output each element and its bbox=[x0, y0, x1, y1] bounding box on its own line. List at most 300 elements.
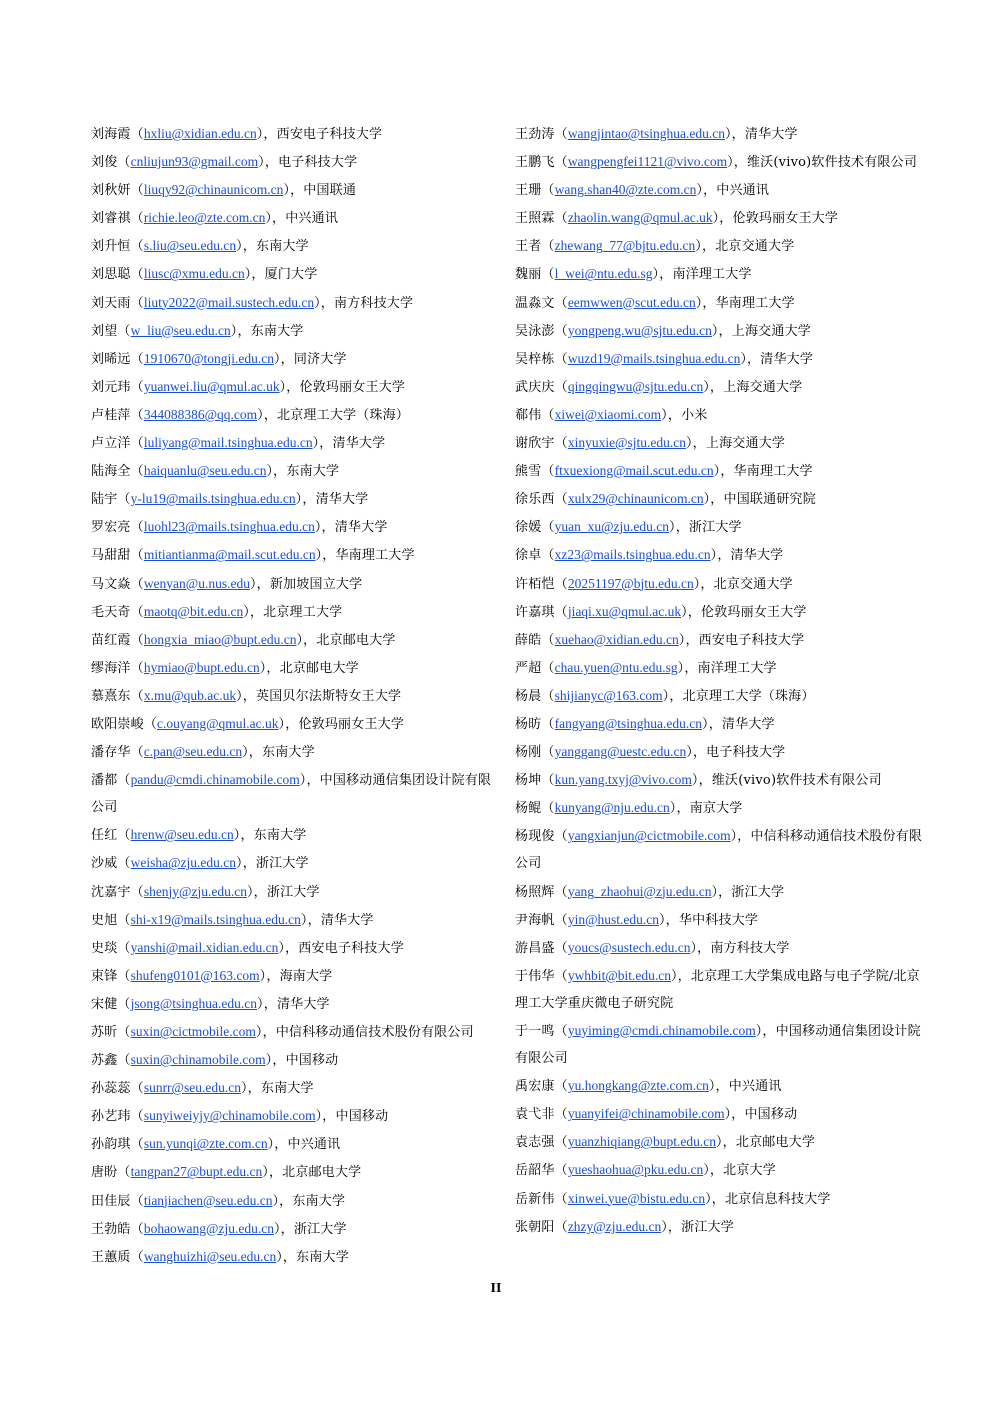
author-entry: 王珊（wang.shan40@zte.com.cn），中兴通讯 bbox=[515, 182, 770, 199]
author-entry: 杨鲲（kunyang@nju.edu.cn），南京大学 bbox=[515, 800, 743, 817]
author-entry: 魏丽（l_wei@ntu.edu.sg），南洋理工大学 bbox=[515, 266, 752, 283]
author-affiliation: 上海交通大学 bbox=[705, 436, 786, 452]
author-email-link[interactable]: ftxuexiong@mail.scut.edu.cn bbox=[554, 463, 714, 479]
author-email-link[interactable]: xulx29@chinaunicom.cn bbox=[567, 491, 704, 507]
author-name: 严超 bbox=[515, 660, 542, 676]
author-email-link[interactable]: yongpeng.wu@sjtu.edu.cn bbox=[567, 322, 712, 338]
author-entry: 王照霖（zhaolin.wang@qmul.ac.uk），伦敦玛丽女王大学 bbox=[515, 210, 839, 227]
author-name: 卢桂萍 bbox=[91, 407, 131, 423]
author-email-link[interactable]: ywhbit@bit.edu.cn bbox=[567, 967, 671, 983]
author-entry: 郗伟（xiwei@xiaomi.com），小米 bbox=[515, 406, 708, 423]
author-affiliation: 南洋理工大学 bbox=[697, 660, 777, 676]
author-affiliation: 东南大学 bbox=[250, 323, 304, 339]
author-affiliation: 浙江大学 bbox=[255, 856, 309, 872]
author-name: 吴泳澎 bbox=[515, 323, 555, 339]
author-entry: 卢桂萍（344088386@qq.com），北京理工大学（珠海） bbox=[91, 406, 410, 423]
author-name: 郗伟 bbox=[515, 407, 542, 423]
author-affiliation: 维沃(vivo)软件技术有限公司 bbox=[711, 773, 882, 789]
author-entry: 潘都（pandu@cmdi.chinamobile.com），中国移动通信集团设计院有限公司 bbox=[91, 772, 492, 816]
author-entry: 刘思聪（liusc@xmu.edu.cn），厦门大学 bbox=[91, 266, 318, 283]
author-email-link[interactable]: kun.yang.txyj@vivo.com bbox=[554, 772, 692, 788]
author-entry: 孙蕊蕊（sunrr@seu.edu.cn），东南大学 bbox=[91, 1080, 314, 1097]
author-affiliation: 伦敦玛丽女王大学 bbox=[701, 604, 807, 620]
author-entry: 刘俊（cnliujun93@gmail.com），电子科技大学 bbox=[91, 154, 358, 171]
author-email-link[interactable]: yuyiming@cmdi.chinamobile.com bbox=[567, 1023, 756, 1038]
author-name: 袁弋非 bbox=[515, 1107, 555, 1123]
author-name: 许栢恺 bbox=[515, 576, 555, 592]
author-email-link[interactable]: sunyiweiyjy@chinamobile.com bbox=[143, 1108, 316, 1124]
author-email-link[interactable]: yu.hongkang@zte.com.cn bbox=[567, 1078, 709, 1094]
author-entry: 束锋（shufeng0101@163.com），海南大学 bbox=[91, 967, 333, 984]
author-name: 徐媛 bbox=[515, 520, 542, 536]
author-affiliation: 西安电子科技大学 bbox=[276, 127, 383, 142]
author-email-link[interactable]: mitiantianma@mail.scut.edu.cn bbox=[143, 547, 316, 563]
author-affiliation: 中信科移动通信技术股份有限公司 bbox=[515, 829, 923, 872]
author-email-link[interactable]: y-lu19@mails.tsinghua.edu.cn bbox=[130, 491, 296, 507]
author-email-link[interactable]: jiaqi.xu@qmul.ac.uk bbox=[567, 603, 682, 619]
author-affiliation: 东南大学 bbox=[262, 745, 315, 761]
author-email-link[interactable]: 344088386@qq.com bbox=[143, 406, 258, 422]
author-affiliation: 电子科技大学 bbox=[706, 745, 786, 761]
author-email-link[interactable]: shi-x19@mails.tsinghua.edu.cn bbox=[130, 911, 301, 927]
author-email-link[interactable]: hxliu@xidian.edu.cn bbox=[143, 126, 257, 141]
author-entry: 于伟华（ywhbit@bit.edu.cn），北京理工大学集成电路与电子学院/北京理工大学重庆微电子研究院 bbox=[515, 967, 920, 1011]
author-name: 薛皓 bbox=[515, 632, 542, 648]
author-email-link[interactable]: sun.yunqi@zte.com.cn bbox=[143, 1136, 268, 1152]
author-email-link[interactable]: tangpan27@bupt.edu.cn bbox=[130, 1164, 263, 1180]
author-affiliation: 中国联通 bbox=[303, 183, 357, 199]
author-name: 岳新伟 bbox=[515, 1191, 555, 1207]
author-entry: 孙韵琪（sun.yunqi@zte.com.cn），中兴通讯 bbox=[91, 1136, 341, 1153]
author-affiliation: 中兴通讯 bbox=[716, 183, 770, 199]
author-affiliation: 新加坡国立大学 bbox=[269, 576, 363, 592]
author-email-link[interactable]: zhaolin.wang@qmul.ac.uk bbox=[567, 210, 713, 226]
author-entry: 王者（zhewang_77@bjtu.edu.cn），北京交通大学 bbox=[515, 238, 795, 255]
author-affiliation: 清华大学 bbox=[315, 492, 369, 508]
author-name: 苗红霞 bbox=[91, 632, 131, 648]
author-name: 于一鸣 bbox=[515, 1024, 555, 1039]
author-affiliation: 清华大学 bbox=[276, 996, 330, 1012]
author-entry: 岳新伟（xinwei.yue@bistu.edu.cn），北京信息科技大学 bbox=[515, 1190, 831, 1207]
author-entry: 唐盼（tangpan27@bupt.edu.cn），北京邮电大学 bbox=[91, 1164, 362, 1181]
author-email-link[interactable]: hongxia_miao@bupt.edu.cn bbox=[143, 631, 297, 647]
author-affiliation: 华南理工大学 bbox=[733, 464, 813, 480]
author-email-link[interactable]: yuanyifei@chinamobile.com bbox=[567, 1106, 725, 1122]
author-name: 王珊 bbox=[515, 183, 542, 199]
author-affiliation: 北京邮电大学 bbox=[279, 660, 359, 676]
author-name: 田佳辰 bbox=[91, 1193, 131, 1209]
page-number: II bbox=[490, 1281, 502, 1296]
author-entry: 苏鑫（suxin@chinamobile.com），中国移动 bbox=[91, 1052, 339, 1069]
author-email-link[interactable]: hymiao@bupt.edu.cn bbox=[143, 659, 260, 675]
author-name: 陆宇 bbox=[91, 492, 118, 508]
author-email-link[interactable]: cnliujun93@gmail.com bbox=[130, 154, 259, 170]
author-affiliation: 东南大学 bbox=[286, 464, 340, 480]
author-email-link[interactable]: yueshaohua@pku.edu.cn bbox=[567, 1162, 704, 1178]
author-name: 王劲涛 bbox=[515, 127, 555, 142]
author-name: 苏昕 bbox=[91, 1025, 118, 1040]
author-entry: 王蕙质（wanghuizhi@seu.edu.cn），东南大学 bbox=[91, 1248, 349, 1265]
author-name: 唐盼 bbox=[91, 1165, 118, 1181]
author-affiliation: 南方科技大学 bbox=[334, 295, 414, 311]
author-email-link[interactable]: liuty2022@mail.sustech.edu.cn bbox=[143, 294, 315, 310]
author-email-link[interactable]: yanggang@uestc.edu.cn bbox=[554, 744, 687, 760]
author-name: 徐乐西 bbox=[515, 492, 555, 508]
author-affiliation: 清华大学 bbox=[334, 520, 388, 536]
author-affiliation: 清华大学 bbox=[760, 351, 814, 367]
author-entry: 王鹏飞（wangpengfei1121@vivo.com），维沃(vivo)软件技术有限公司 bbox=[515, 154, 918, 171]
author-name: 王鹏飞 bbox=[515, 155, 555, 171]
author-entry: 史琰（yanshi@mail.xidian.edu.cn），西安电子科技大学 bbox=[91, 939, 404, 956]
author-affiliation: 清华大学 bbox=[744, 127, 798, 142]
author-name: 魏丽 bbox=[515, 267, 542, 283]
author-affiliation: 南京大学 bbox=[689, 801, 743, 817]
author-email-link[interactable]: 20251197@bjtu.edu.cn bbox=[567, 575, 694, 591]
author-email-link[interactable]: luohl23@mails.tsinghua.edu.cn bbox=[143, 519, 315, 535]
author-name: 刘晞远 bbox=[91, 351, 131, 367]
author-entry: 潘存华（c.pan@seu.edu.cn），东南大学 bbox=[91, 744, 315, 761]
author-name: 杨晨 bbox=[515, 688, 542, 704]
author-affiliation: 东南大学 bbox=[296, 1249, 349, 1265]
author-affiliation: 中国移动 bbox=[744, 1107, 798, 1123]
author-affiliation: 中兴通讯 bbox=[285, 211, 339, 227]
author-email-link[interactable]: tianjiachen@seu.edu.cn bbox=[143, 1192, 273, 1208]
author-affiliation: 伦敦玛丽女王大学 bbox=[732, 211, 839, 227]
author-email-link[interactable]: shufeng0101@163.com bbox=[130, 967, 260, 983]
author-email-link[interactable]: yuanzhiqiang@bupt.edu.cn bbox=[567, 1134, 716, 1150]
author-name: 杨鲲 bbox=[515, 801, 542, 817]
author-affiliation: 英国贝尔法斯特女王大学 bbox=[256, 688, 402, 704]
author-name: 毛天奇 bbox=[91, 604, 131, 620]
author-entry: 杨现俊（yangxianjun@cictmobile.com），中信科移动通信技术股份有限公司 bbox=[515, 828, 923, 872]
author-affiliation: 北京交通大学 bbox=[713, 576, 793, 592]
author-entry: 刘望（w_liu@seu.edu.cn），东南大学 bbox=[91, 322, 304, 339]
author-entry: 袁弋非（yuanyifei@chinamobile.com），中国移动 bbox=[515, 1106, 798, 1123]
author-affiliation: 北京理工大学集成电路与电子学院/北京理工大学重庆微电子研究院 bbox=[515, 968, 920, 1011]
author-entry: 于一鸣（yuyiming@cmdi.chinamobile.com），中国移动通信集团设计院有限公司 bbox=[515, 1023, 921, 1067]
author-email-link[interactable]: liuqy92@chinaunicom.cn bbox=[143, 182, 284, 198]
author-entry: 岳韶华（yueshaohua@pku.edu.cn），北京大学 bbox=[515, 1162, 776, 1179]
author-name: 禹宏康 bbox=[515, 1079, 555, 1095]
author-affiliation: 东南大学 bbox=[260, 1081, 314, 1097]
author-email-link[interactable]: qingqingwu@sjtu.edu.cn bbox=[567, 378, 704, 394]
author-name: 武庆庆 bbox=[515, 379, 555, 395]
author-email-link[interactable]: x.mu@qub.ac.uk bbox=[143, 687, 237, 703]
author-email-link[interactable]: wenyan@u.nus.edu bbox=[143, 575, 250, 591]
author-name: 温淼文 bbox=[515, 295, 555, 311]
author-affiliation: 厦门大学 bbox=[264, 267, 318, 283]
author-name: 潘都 bbox=[91, 773, 118, 789]
author-entry: 刘升恒（s.liu@seu.edu.cn），东南大学 bbox=[91, 238, 309, 255]
author-name: 杨坤 bbox=[515, 773, 542, 789]
author-affiliation: 北京理工大学（珠海） bbox=[682, 688, 815, 704]
author-email-link[interactable]: sunrr@seu.edu.cn bbox=[143, 1080, 241, 1096]
author-entry: 吴泳澎（yongpeng.wu@sjtu.edu.cn），上海交通大学 bbox=[515, 322, 811, 339]
author-name: 慕熹东 bbox=[91, 688, 131, 704]
author-email-link[interactable]: yuan_xu@zju.edu.cn bbox=[554, 519, 670, 535]
author-name: 孙蕊蕊 bbox=[91, 1081, 131, 1097]
author-email-link[interactable]: yanshi@mail.xidian.edu.cn bbox=[130, 939, 279, 955]
author-name: 缪海洋 bbox=[91, 660, 131, 676]
author-name: 孙韵琪 bbox=[91, 1137, 131, 1153]
author-entry: 毛天奇（maotq@bit.edu.cn），北京理工大学 bbox=[91, 603, 343, 620]
author-email-link[interactable]: maotq@bit.edu.cn bbox=[143, 603, 244, 619]
author-affiliation: 北京理工大学（珠海） bbox=[277, 407, 410, 423]
author-email-link[interactable]: chau.yuen@ntu.edu.sg bbox=[554, 659, 678, 675]
author-name: 刘思聪 bbox=[91, 267, 131, 283]
author-email-link[interactable]: zhewang_77@bjtu.edu.cn bbox=[554, 238, 696, 254]
author-affiliation: 南洋理工大学 bbox=[672, 267, 752, 283]
author-name: 束锋 bbox=[91, 968, 118, 984]
author-entry: 游昌盛（youcs@sustech.edu.cn），南方科技大学 bbox=[515, 939, 790, 956]
author-name: 杨现俊 bbox=[515, 829, 555, 845]
author-email-link[interactable]: xiwei@xiaomi.com bbox=[554, 406, 662, 422]
author-email-link[interactable]: pandu@cmdi.chinamobile.com bbox=[130, 772, 300, 788]
right-column bbox=[515, 120, 925, 1241]
author-entry: 陆宇（y-lu19@mails.tsinghua.edu.cn），清华大学 bbox=[91, 491, 369, 508]
author-email-link[interactable]: yin@hust.edu.cn bbox=[567, 911, 659, 927]
author-email-link[interactable]: wangjintao@tsinghua.edu.cn bbox=[567, 126, 725, 141]
author-affiliation: 东南大学 bbox=[292, 1193, 346, 1209]
author-entry: 刘睿祺（richie.leo@zte.com.cn），中兴通讯 bbox=[91, 210, 339, 227]
author-affiliation: 北京邮电大学 bbox=[735, 1135, 816, 1151]
author-name: 杨刚 bbox=[515, 745, 542, 761]
author-name: 刘海霞 bbox=[91, 127, 131, 142]
author-affiliation: 上海交通大学 bbox=[723, 379, 803, 395]
author-name: 王勃皓 bbox=[91, 1221, 131, 1237]
author-email-link[interactable]: c.ouyang@qmul.ac.uk bbox=[157, 715, 279, 731]
author-name: 吴梓栋 bbox=[515, 351, 555, 367]
author-name: 刘升恒 bbox=[91, 239, 131, 255]
author-name: 刘天雨 bbox=[91, 295, 131, 311]
author-email-link[interactable]: richie.leo@zte.com.cn bbox=[143, 210, 266, 226]
author-entry: 王劲涛（wangjintao@tsinghua.edu.cn），清华大学 bbox=[515, 126, 798, 142]
author-entry: 刘晞远（1910670@tongji.edu.cn），同济大学 bbox=[91, 350, 347, 367]
author-name: 尹海帆 bbox=[515, 912, 555, 928]
author-affiliation: 中国移动 bbox=[285, 1053, 339, 1069]
author-email-link[interactable]: luliyang@mail.tsinghua.edu.cn bbox=[143, 435, 313, 451]
author-affiliation: 中兴通讯 bbox=[728, 1079, 782, 1095]
author-name: 刘秋妍 bbox=[91, 183, 131, 199]
author-affiliation: 浙江大学 bbox=[681, 1219, 734, 1235]
author-affiliation: 华中科技大学 bbox=[678, 912, 759, 928]
author-entry: 许嘉琪（jiaqi.xu@qmul.ac.uk），伦敦玛丽女王大学 bbox=[515, 603, 807, 620]
author-email-link[interactable]: yang_zhaohui@zju.edu.cn bbox=[567, 883, 712, 899]
author-affiliation: 南方科技大学 bbox=[710, 940, 790, 956]
author-name: 许嘉琪 bbox=[515, 604, 555, 620]
author-name: 熊雪 bbox=[515, 464, 542, 480]
author-affiliation: 清华大学 bbox=[730, 548, 784, 564]
author-entry: 刘秋妍（liuqy92@chinaunicom.cn），中国联通 bbox=[91, 182, 357, 199]
author-name: 宋健 bbox=[91, 996, 118, 1012]
author-entry: 田佳辰（tianjiachen@seu.edu.cn），东南大学 bbox=[91, 1192, 346, 1209]
author-affiliation: 小米 bbox=[681, 407, 708, 423]
author-entry: 温淼文（eemwwen@scut.edu.cn），华南理工大学 bbox=[515, 294, 795, 311]
author-name: 潘存华 bbox=[91, 745, 131, 761]
author-email-link[interactable]: haiquanlu@seu.edu.cn bbox=[143, 463, 267, 479]
author-affiliation: 海南大学 bbox=[279, 968, 333, 984]
author-affiliation: 清华大学 bbox=[320, 912, 374, 928]
author-affiliation: 浙江大学 bbox=[688, 520, 742, 536]
author-entry: 马甜甜（mitiantianma@mail.scut.edu.cn），华南理工大学 bbox=[91, 547, 415, 564]
author-email-link[interactable]: s.liu@seu.edu.cn bbox=[143, 238, 237, 254]
author-affiliation: 东南大学 bbox=[253, 828, 307, 844]
author-email-link[interactable]: wang.shan40@zte.com.cn bbox=[554, 182, 697, 198]
author-email-link[interactable]: eemwwen@scut.edu.cn bbox=[567, 294, 696, 310]
author-name: 史旭 bbox=[91, 912, 118, 928]
author-affiliation: 华南理工大学 bbox=[715, 295, 795, 311]
author-email-link[interactable]: l_wei@ntu.edu.sg bbox=[554, 266, 653, 282]
author-email-link[interactable]: xinwei.yue@bistu.edu.cn bbox=[567, 1190, 706, 1206]
author-email-link[interactable]: youcs@sustech.edu.cn bbox=[567, 939, 691, 955]
author-affiliation: 中国移动通信集团设计院有限公司 bbox=[515, 1024, 921, 1067]
author-affiliation: 伦敦玛丽女王大学 bbox=[298, 716, 405, 732]
author-email-link[interactable]: xinyuxie@sjtu.edu.cn bbox=[567, 435, 686, 451]
author-email-link[interactable]: suxin@cictmobile.com bbox=[130, 1024, 256, 1039]
author-entry: 王勃皓（bohaowang@zju.edu.cn），浙江大学 bbox=[91, 1220, 347, 1237]
author-name: 任红 bbox=[91, 828, 118, 844]
author-email-link[interactable]: 1910670@tongji.edu.cn bbox=[143, 350, 274, 366]
left-column bbox=[91, 120, 501, 1271]
author-name: 苏鑫 bbox=[91, 1053, 118, 1069]
author-name: 卢立洋 bbox=[91, 436, 131, 452]
author-name: 于伟华 bbox=[515, 968, 555, 984]
author-affiliation: 清华大学 bbox=[332, 436, 386, 452]
author-affiliation: 北京大学 bbox=[723, 1163, 776, 1179]
author-entry: 杨刚（yanggang@uestc.edu.cn），电子科技大学 bbox=[515, 744, 786, 761]
author-affiliation: 清华大学 bbox=[721, 716, 775, 732]
author-name: 刘望 bbox=[91, 323, 118, 339]
author-affiliation: 北京信息科技大学 bbox=[725, 1191, 831, 1207]
author-affiliation: 西安电子科技大学 bbox=[298, 940, 404, 956]
author-entry: 杨晨（shijianyc@163.com），北京理工大学（珠海） bbox=[515, 687, 815, 704]
author-entry: 徐乐西（xulx29@chinaunicom.cn），中国联通研究院 bbox=[515, 491, 816, 508]
author-entry: 刘元玮（yuanwei.liu@qmul.ac.uk），伦敦玛丽女王大学 bbox=[91, 378, 406, 395]
author-name: 陆海全 bbox=[91, 464, 131, 480]
author-affiliation: 华南理工大学 bbox=[335, 548, 415, 564]
author-entry: 苏昕（suxin@cictmobile.com），中信科移动通信技术股份有限公司 bbox=[91, 1024, 474, 1040]
author-affiliation: 同济大学 bbox=[293, 351, 347, 367]
author-email-link[interactable]: c.pan@seu.edu.cn bbox=[143, 744, 243, 760]
author-entry: 张朝阳（zhzy@zju.edu.cn），浙江大学 bbox=[515, 1218, 734, 1235]
author-entry: 杨昉（fangyang@tsinghua.edu.cn），清华大学 bbox=[515, 715, 775, 732]
author-entry: 熊雪（ftxuexiong@mail.scut.edu.cn），华南理工大学 bbox=[515, 463, 813, 480]
author-affiliation: 中信科移动通信技术股份有限公司 bbox=[275, 1025, 474, 1040]
author-name: 刘元玮 bbox=[91, 379, 131, 395]
author-email-link[interactable]: xuehao@xidian.edu.cn bbox=[554, 631, 679, 647]
author-name: 欧阳崇峻 bbox=[91, 716, 144, 732]
author-email-link[interactable]: shijianyc@163.com bbox=[554, 687, 663, 703]
author-entry: 武庆庆（qingqingwu@sjtu.edu.cn），上海交通大学 bbox=[515, 378, 803, 395]
author-entry: 袁志强（yuanzhiqiang@bupt.edu.cn），北京邮电大学 bbox=[515, 1134, 816, 1151]
author-email-link[interactable]: wuzd19@mails.tsinghua.edu.cn bbox=[567, 350, 741, 366]
author-email-link[interactable]: zhzy@zju.edu.cn bbox=[567, 1218, 662, 1234]
author-email-link[interactable]: shenjy@zju.edu.cn bbox=[143, 883, 247, 899]
author-name: 王照霖 bbox=[515, 211, 555, 227]
author-email-link[interactable]: jsong@tsinghua.edu.cn bbox=[130, 995, 258, 1011]
author-email-link[interactable]: hrenw@seu.edu.cn bbox=[130, 827, 234, 843]
author-entry: 苗红霞（hongxia_miao@bupt.edu.cn），北京邮电大学 bbox=[91, 631, 396, 648]
author-entry: 欧阳崇峻（c.ouyang@qmul.ac.uk），伦敦玛丽女王大学 bbox=[91, 715, 405, 732]
author-email-link[interactable]: yuanwei.liu@qmul.ac.uk bbox=[143, 378, 280, 394]
author-entry: 徐媛（yuan_xu@zju.edu.cn），浙江大学 bbox=[515, 519, 742, 536]
author-email-link[interactable]: suxin@chinamobile.com bbox=[130, 1052, 266, 1068]
author-email-link[interactable]: weisha@zju.edu.cn bbox=[130, 855, 237, 871]
author-entry: 许栢恺（20251197@bjtu.edu.cn），北京交通大学 bbox=[515, 575, 793, 592]
author-email-link[interactable]: wangpengfei1121@vivo.com bbox=[567, 154, 728, 170]
author-name: 岳韶华 bbox=[515, 1163, 555, 1179]
author-affiliation: 东南大学 bbox=[256, 239, 309, 255]
author-entry: 沙威（weisha@zju.edu.cn），浙江大学 bbox=[91, 855, 309, 872]
author-affiliation: 北京交通大学 bbox=[715, 239, 795, 255]
author-email-link[interactable]: fangyang@tsinghua.edu.cn bbox=[554, 715, 703, 731]
author-affiliation: 北京邮电大学 bbox=[316, 632, 396, 648]
author-email-link[interactable]: bohaowang@zju.edu.cn bbox=[143, 1220, 274, 1236]
author-name: 杨照辉 bbox=[515, 884, 555, 900]
author-entry: 沈嘉宇（shenjy@zju.edu.cn），浙江大学 bbox=[91, 883, 320, 900]
author-email-link[interactable]: xz23@mails.tsinghua.edu.cn bbox=[554, 547, 711, 563]
author-affiliation: 伦敦玛丽女王大学 bbox=[299, 379, 406, 395]
author-name: 罗宏亮 bbox=[91, 520, 131, 536]
author-entry: 罗宏亮（luohl23@mails.tsinghua.edu.cn），清华大学 bbox=[91, 519, 388, 536]
author-email-link[interactable]: kunyang@nju.edu.cn bbox=[554, 800, 670, 816]
author-name: 王者 bbox=[515, 239, 542, 255]
author-entry: 刘海霞（hxliu@xidian.edu.cn），西安电子科技大学 bbox=[91, 126, 383, 142]
author-entry: 刘天雨（liuty2022@mail.sustech.edu.cn），南方科技大学 bbox=[91, 294, 414, 311]
author-affiliation: 北京邮电大学 bbox=[282, 1165, 362, 1181]
author-name: 马甜甜 bbox=[91, 548, 131, 564]
author-affiliation: 西安电子科技大学 bbox=[698, 632, 805, 648]
author-name: 张朝阳 bbox=[515, 1219, 555, 1235]
author-name: 徐卓 bbox=[515, 548, 542, 564]
author-name: 王蕙质 bbox=[91, 1249, 131, 1265]
author-name: 刘睿祺 bbox=[91, 211, 131, 227]
author-entry: 禹宏康（yu.hongkang@zte.com.cn），中兴通讯 bbox=[515, 1078, 782, 1095]
author-entry: 杨照辉（yang_zhaohui@zju.edu.cn），浙江大学 bbox=[515, 883, 785, 900]
author-affiliation: 浙江大学 bbox=[293, 1221, 347, 1237]
author-entry: 孙艺玮（sunyiweiyjy@chinamobile.com），中国移动 bbox=[91, 1108, 389, 1125]
author-affiliation: 电子科技大学 bbox=[278, 155, 358, 171]
author-affiliation: 中兴通讯 bbox=[287, 1137, 341, 1153]
author-name: 马文焱 bbox=[91, 576, 131, 592]
author-name: 袁志强 bbox=[515, 1135, 555, 1151]
author-email-link[interactable]: liusc@xmu.edu.cn bbox=[143, 266, 245, 282]
author-entry: 陆海全（haiquanlu@seu.edu.cn），东南大学 bbox=[91, 463, 340, 480]
author-email-link[interactable]: yangxianjun@cictmobile.com bbox=[567, 828, 731, 844]
author-affiliation: 上海交通大学 bbox=[731, 323, 811, 339]
author-name: 刘俊 bbox=[91, 155, 118, 171]
author-entry: 卢立洋（luliyang@mail.tsinghua.edu.cn），清华大学 bbox=[91, 435, 386, 452]
author-affiliation: 浙江大学 bbox=[266, 884, 320, 900]
author-name: 史琰 bbox=[91, 940, 118, 956]
author-affiliation: 维沃(vivo)软件技术有限公司 bbox=[747, 155, 918, 171]
author-name: 杨昉 bbox=[515, 716, 542, 732]
author-entry: 任红（hrenw@seu.edu.cn），东南大学 bbox=[91, 827, 307, 844]
author-name: 游昌盛 bbox=[515, 940, 555, 956]
author-affiliation: 北京理工大学 bbox=[263, 604, 343, 620]
author-affiliation: 浙江大学 bbox=[731, 884, 785, 900]
author-entry: 慕熹东（x.mu@qub.ac.uk），英国贝尔法斯特女王大学 bbox=[91, 687, 402, 704]
author-entry: 杨坤（kun.yang.txyj@vivo.com），维沃(vivo)软件技术有限公司 bbox=[515, 772, 882, 789]
author-email-link[interactable]: wanghuizhi@seu.edu.cn bbox=[143, 1248, 277, 1264]
author-entry: 徐卓（xz23@mails.tsinghua.edu.cn），清华大学 bbox=[515, 547, 784, 564]
author-entry: 宋健（jsong@tsinghua.edu.cn），清华大学 bbox=[91, 995, 330, 1012]
author-entry: 缪海洋（hymiao@bupt.edu.cn），北京邮电大学 bbox=[91, 659, 359, 676]
author-entry: 尹海帆（yin@hust.edu.cn），华中科技大学 bbox=[515, 911, 759, 928]
author-name: 沈嘉宇 bbox=[91, 884, 131, 900]
author-name: 孙艺玮 bbox=[91, 1109, 131, 1125]
author-email-link[interactable]: w_liu@seu.edu.cn bbox=[130, 322, 231, 338]
